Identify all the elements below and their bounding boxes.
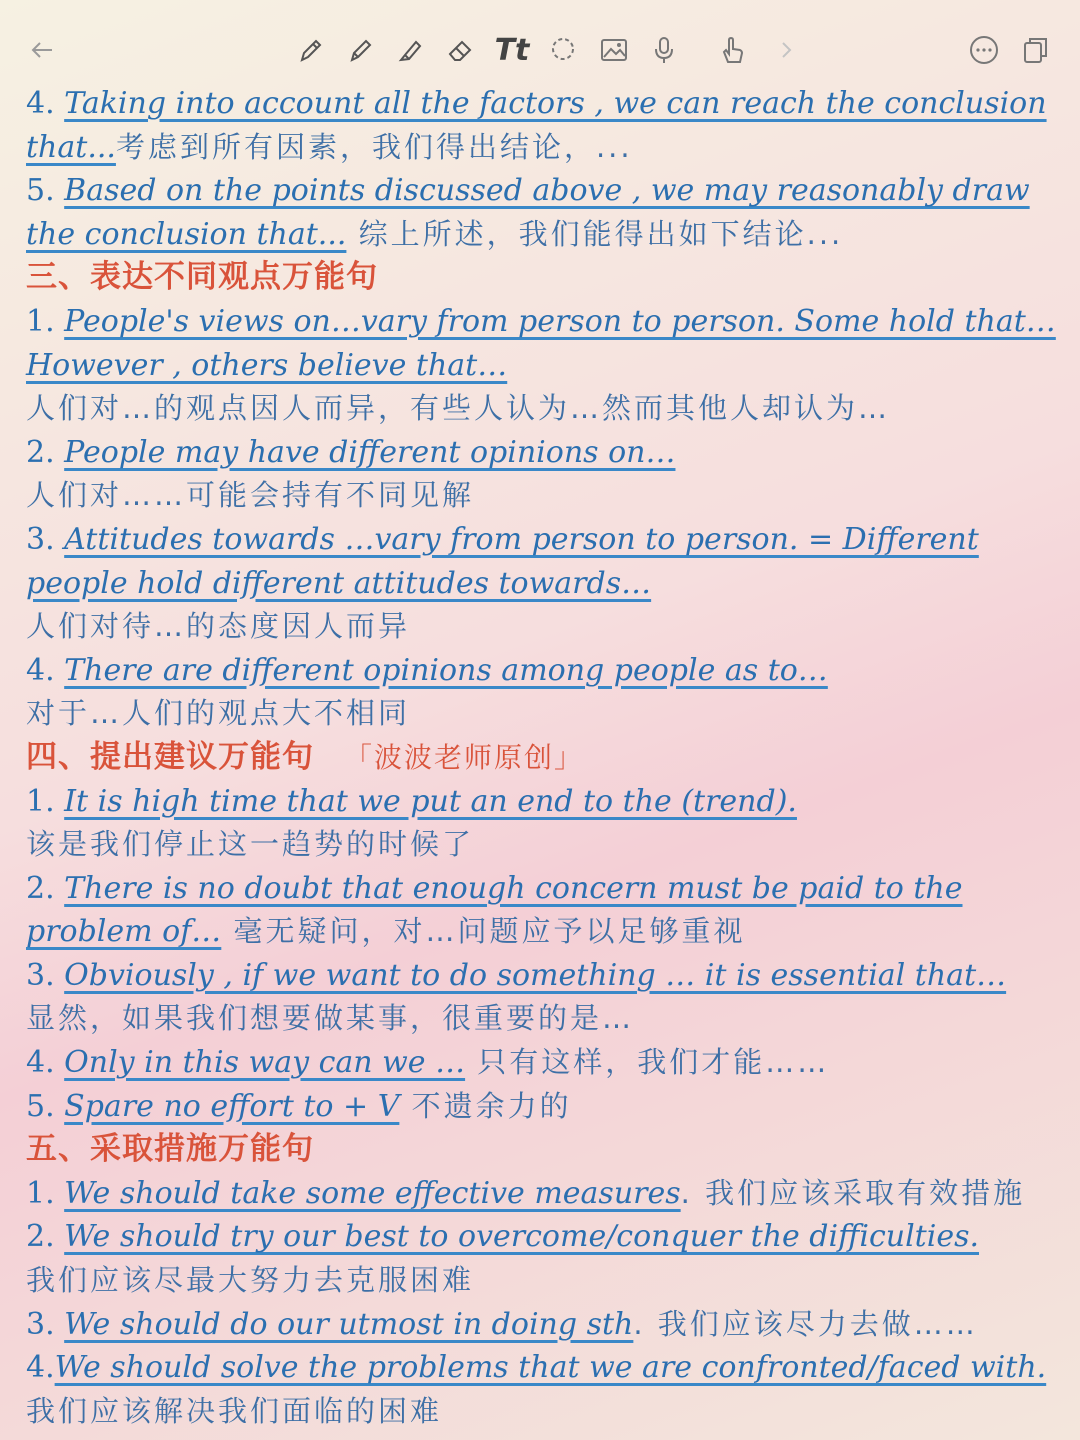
english-phrase: Only in this way can we … (64, 1045, 466, 1081)
english-phrase: that... (26, 129, 116, 165)
back-arrow-icon[interactable] (22, 30, 62, 70)
note-line (26, 780, 1060, 824)
note-line (26, 256, 1060, 300)
item-number: 4. (26, 652, 65, 688)
note-line (26, 1259, 1060, 1303)
section-heading: 三、表达不同观点万能句 (26, 259, 378, 296)
english-phrase: Based on the points discussed above , we may reasonably draw (64, 173, 1030, 209)
note-line (26, 954, 1060, 998)
item-number: 2. (26, 1219, 65, 1255)
item-number: 3. (26, 957, 65, 993)
note-content (26, 82, 1060, 1433)
english-phrase: Spare no effort to + V (64, 1088, 400, 1124)
eraser-icon[interactable] (440, 30, 480, 70)
english-phrase: We should solve the problems that we are confronted/faced with. (54, 1350, 1047, 1386)
note-line (26, 997, 1060, 1041)
item-number: 3. (26, 521, 65, 557)
chinese-translation: 不遗余力的 (399, 1088, 572, 1123)
hand-touch-icon[interactable] (712, 30, 752, 70)
chinese-translation: 人们对…的观点因人而异，有些人认为…然而其他人却认为… (26, 391, 891, 426)
chinese-translation: 该是我们停止这一趋势的时候了 (26, 827, 475, 862)
highlighter-icon[interactable] (390, 30, 430, 70)
english-phrase: Taking into account all the factors , we can reach the conclusion (64, 86, 1047, 121)
note-line (26, 213, 1060, 257)
english-phrase: There are different opinions among people as to… (64, 652, 828, 688)
english-phrase: We should do our utmost in doing sth (64, 1306, 634, 1342)
item-number: 4. (26, 1350, 55, 1386)
item-number: 4. (26, 1045, 65, 1081)
chinese-translation: . 我们应该尽力去做…… (633, 1306, 978, 1341)
note-line (26, 1215, 1060, 1259)
item-number: 4. (26, 86, 65, 121)
note-line (26, 126, 1060, 170)
note-line (26, 1172, 1060, 1216)
english-phrase: People's views on…vary from person to person. Some hold that… (64, 303, 1056, 339)
english-phrase: However , others believe that… (26, 347, 508, 383)
note-line (26, 823, 1060, 867)
english-phrase: There is no doubt that enough concern must be paid to the (64, 870, 963, 906)
note-line (26, 736, 1060, 780)
english-phrase: problem of… (26, 914, 222, 950)
item-number: 3. (26, 1306, 65, 1342)
chinese-translation: 考虑到所有因素，我们得出结论，... (115, 129, 633, 164)
image-icon[interactable] (594, 30, 634, 70)
note-line (26, 562, 1060, 606)
note-line (26, 605, 1060, 649)
chinese-translation: 人们对待…的态度因人而异 (26, 609, 411, 644)
note-line (26, 692, 1060, 736)
section-heading: 四、提出建议万能句 (26, 738, 314, 775)
note-line (26, 431, 1060, 475)
note-line (26, 344, 1060, 388)
microphone-icon[interactable] (644, 30, 684, 70)
chinese-translation: 对于…人们的观点大不相同 (26, 696, 411, 731)
english-phrase: We should try our best to overcome/conquer the difficulties. (64, 1219, 980, 1255)
note-line (26, 1390, 1060, 1434)
note-line (26, 910, 1060, 954)
section-heading: 五、采取措施万能句 (26, 1131, 314, 1168)
note-line (26, 649, 1060, 693)
pen-icon[interactable] (290, 30, 330, 70)
note-line (26, 1085, 1060, 1129)
chinese-translation: 人们对……可能会持有不同见解 (26, 478, 475, 513)
chinese-translation: . 我们应该采取有效措施 (680, 1175, 1026, 1210)
item-number: 5. (26, 1088, 65, 1124)
item-number: 1. (26, 783, 65, 819)
note-line (26, 1303, 1060, 1347)
note-line (26, 300, 1060, 344)
chevron-right-icon[interactable] (766, 30, 806, 70)
author-note: 「波波老师原创」 (344, 740, 585, 774)
chinese-translation: 显然，如果我们想要做某事，很重要的是… (26, 1001, 635, 1036)
english-phrase: people hold different attitudes towards… (26, 565, 652, 601)
note-line (26, 1128, 1060, 1172)
pencil-icon[interactable] (340, 30, 380, 70)
item-number: 5. (26, 173, 65, 209)
copy-pages-icon[interactable] (1015, 30, 1055, 70)
note-line (26, 474, 1060, 518)
note-line (26, 387, 1060, 431)
english-phrase: Attitudes towards …vary from person to person. = Different (64, 521, 979, 557)
english-phrase: People may have different opinions on… (64, 434, 676, 470)
note-toolbar (0, 0, 1080, 86)
text-tool-icon[interactable] (492, 30, 532, 70)
chinese-translation: 综上所述，我们能得出如下结论... (346, 216, 844, 251)
chinese-translation: 毫无疑问，对…问题应予以足够重视 (221, 914, 746, 949)
english-phrase: It is high time that we put an end to the (trend). (64, 783, 797, 819)
text-tool-label: Tt (494, 32, 530, 68)
chinese-translation: 只有这样，我们才能…… (465, 1045, 830, 1080)
item-number: 2. (26, 870, 65, 906)
english-phrase: We should take some effective measures (64, 1175, 681, 1211)
note-line (26, 518, 1060, 562)
note-line (26, 867, 1060, 911)
note-line (26, 169, 1060, 213)
more-icon[interactable] (964, 30, 1004, 70)
item-number: 2. (26, 434, 65, 470)
item-number: 1. (26, 1175, 65, 1211)
note-line (26, 1346, 1060, 1390)
chinese-translation: 我们应该尽最大努力去克服困难 (26, 1263, 475, 1298)
note-line (26, 1041, 1060, 1085)
lasso-icon[interactable] (543, 30, 583, 70)
english-phrase: the conclusion that... (26, 216, 347, 252)
note-line (26, 82, 1060, 126)
chinese-translation: 我们应该解决我们面临的困难 (26, 1393, 443, 1428)
english-phrase: Obviously , if we want to do something … it is essential that… (64, 957, 1007, 993)
item-number: 1. (26, 303, 65, 339)
